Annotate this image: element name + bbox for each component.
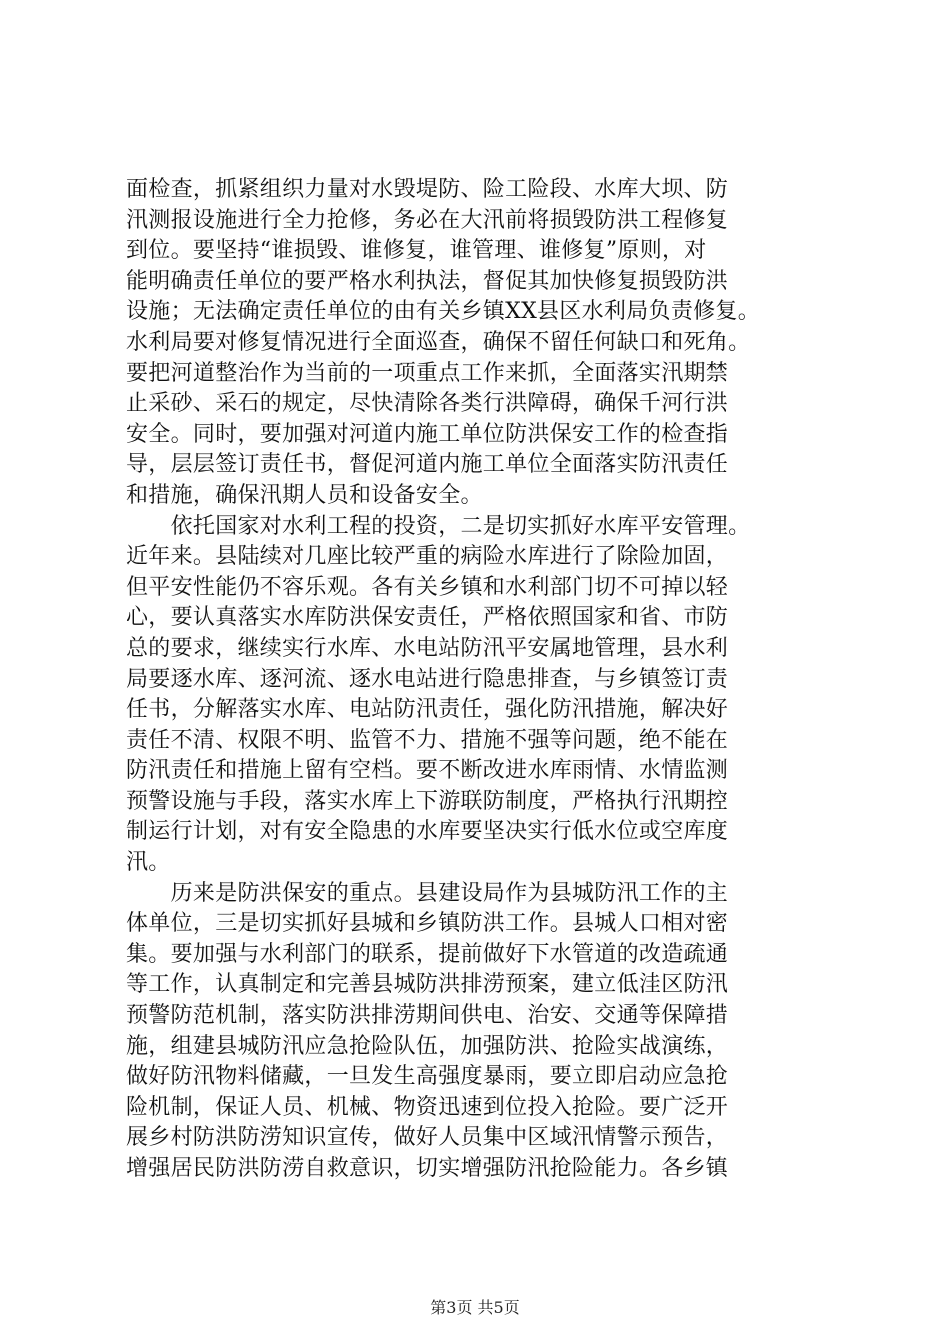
text-line: 制运行计划，对有安全隐患的水库要坚决实行低水位或空库度 <box>126 819 729 845</box>
text-line: 依托国家对水利工程的投资，二是切实抓好水库平安管理。 <box>126 513 751 539</box>
text-line: 任书，分解落实水库、电站防汛责任，强化防汛措施，解决好 <box>126 697 729 723</box>
text-line: 安全。同时，要加强对河道内施工单位防洪保安工作的检查指 <box>126 421 729 447</box>
text-line: 心，要认真落实水库防洪保安责任，严格依照国家和省、市防 <box>126 605 729 631</box>
body-text <box>126 175 846 1185</box>
text-line: 施，组建县城防汛应急抢险队伍，加强防洪、抢险实战演练， <box>126 1033 729 1059</box>
text-line: 近年来。县陆续对几座比较严重的病险水库进行了除险加固， <box>126 544 729 570</box>
text-line: 水利局要对修复情况进行全面巡查，确保不留任何缺口和死角。 <box>126 329 751 355</box>
text-line: 等工作，认真制定和完善县城防洪排涝预案，建立低洼区防汛 <box>126 972 729 998</box>
text-line: 到位。要坚持“谁损毁、谁修复，谁管理、谁修复”原则，对 <box>126 238 707 264</box>
text-line: 能明确责任单位的要严格水利执法，督促其加快修复损毁防洪 <box>126 268 729 294</box>
text-line: 责任不清、权限不明、监管不力、措施不强等问题，绝不能在 <box>126 727 729 753</box>
text-line: 增强居民防洪防涝自救意识，切实增强防汛抢险能力。各乡镇 <box>126 1156 729 1181</box>
text-line: 设施；无法确定责任单位的由有关乡镇XX县区水利局负责修复。 <box>126 299 761 325</box>
text-line: 止采砂、采石的规定，尽快清除各类行洪障碍，确保千河行洪 <box>126 391 729 417</box>
text-line: 预警防范机制，落实防洪排涝期间供电、治安、交通等保障措 <box>126 1003 729 1029</box>
text-line: 防汛责任和措施上留有空档。要不断改进水库雨情、水情监测 <box>126 758 729 784</box>
text-line: 面检查，抓紧组织力量对水毁堤防、险工险段、水库大坝、防 <box>126 177 729 202</box>
text-line: 展乡村防洪防涝知识宣传，做好人员集中区域汛情警示预告， <box>126 1125 729 1151</box>
text-line: 局要逐水库、逐河流、逐水电站进行隐患排查，与乡镇签订责 <box>126 666 729 692</box>
text-line: 但平安性能仍不容乐观。各有关乡镇和水利部门切不可掉以轻 <box>126 574 729 600</box>
text-line: 汛。 <box>126 850 171 876</box>
text-line: 要把河道整治作为当前的一项重点工作来抓，全面落实汛期禁 <box>126 360 729 386</box>
text-line: 汛测报设施进行全力抢修，务必在大汛前将损毁防洪工程修复 <box>126 207 729 233</box>
text-line: 做好防汛物料储藏，一旦发生高强度暴雨，要立即启动应急抢 <box>126 1064 729 1090</box>
text-line: 险机制，保证人员、机械、物资迅速到位投入抢险。要广泛开 <box>126 1094 729 1120</box>
page-number-footer: 第3页 共5页 <box>430 1298 520 1317</box>
text-line: 集。要加强与水利部门的联系，提前做好下水管道的改造疏通 <box>126 941 729 967</box>
text-line: 总的要求，继续实行水库、水电站防汛平安属地管理，县水利 <box>126 635 729 661</box>
text-line: 和措施，确保汛期人员和设备安全。 <box>126 482 483 508</box>
text-line: 体单位，三是切实抓好县城和乡镇防洪工作。县城人口相对密 <box>126 911 729 937</box>
text-line: 导，层层签订责任书，督促河道内施工单位全面落实防汛责任 <box>126 452 729 478</box>
text-line: 历来是防洪保安的重点。县建设局作为县城防汛工作的主 <box>126 880 729 906</box>
text-line: 预警设施与手段，落实水库上下游联防制度，严格执行汛期控 <box>126 788 729 814</box>
